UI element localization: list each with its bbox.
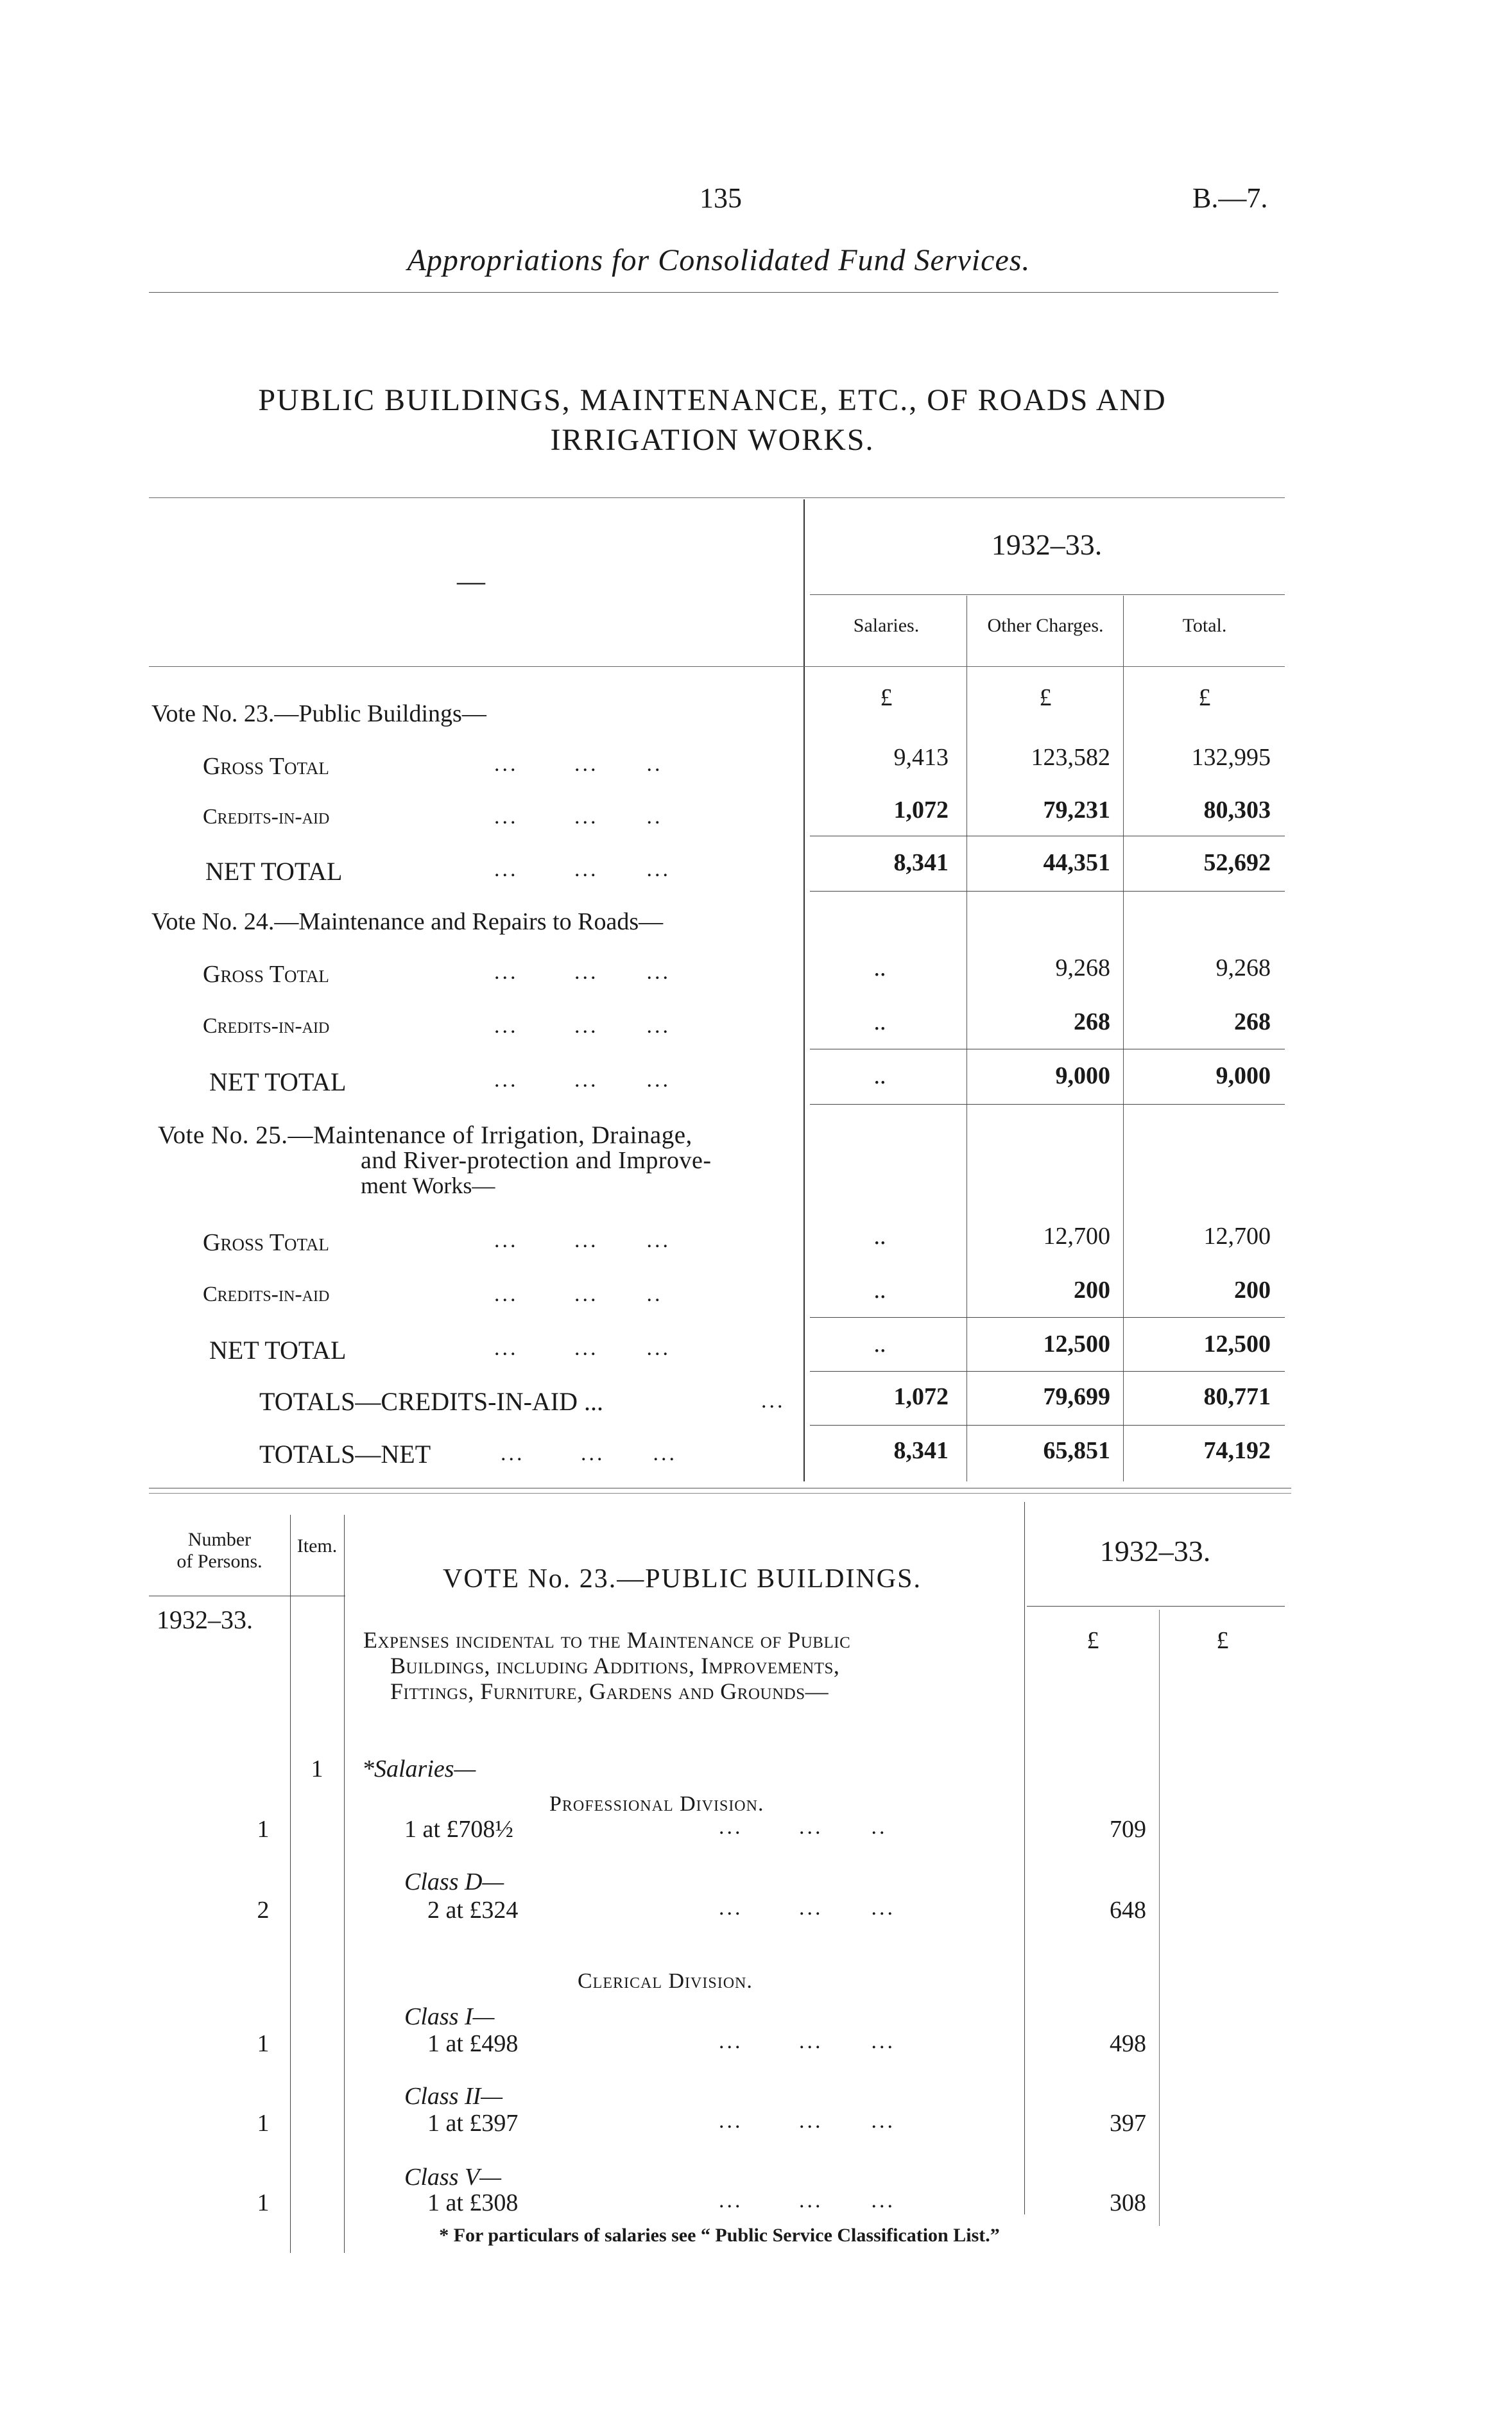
leader-dots: ... ... ... [719,2189,895,2212]
vote-24-gross-total: 9,268 [1216,954,1271,981]
vote-24-gross-other: 9,268 [1055,954,1110,981]
totals-credits-total: 80,771 [1203,1383,1271,1410]
vote-25-heading: ment Works— [361,1173,495,1198]
leader-dots: ... ... ... [494,960,671,984]
row-class: Class II— [404,2083,503,2110]
row-persons: 1 [257,2189,270,2216]
currency-symbol: £ [1039,684,1052,711]
row-description: 1 at £397 [427,2110,519,2137]
row-amount: 709 [1110,1816,1146,1843]
sum-rule [810,891,1285,892]
vote-23-gross-other: 123,582 [1031,744,1110,771]
footnote: * For particulars of salaries see “ Public Service Classification List.” [439,2225,1000,2246]
vote-25-net-label: NET TOTAL [209,1336,347,1365]
vote-24-net-other: 9,000 [1055,1062,1110,1089]
vote-23-credits-label: Credits-in-aid [203,805,330,829]
currency-symbol: £ [1087,1627,1099,1654]
row-persons: 1 [257,1816,270,1843]
vote-25-gross-other: 12,700 [1043,1223,1110,1250]
col-header-persons: Number [187,1529,252,1550]
vote-25-credits-salaries: .. [873,1277,886,1304]
row-persons: 1 [257,2030,270,2057]
leader-dots: ... ... ... [494,1068,671,1092]
leader-dots: ... ... .. [494,1282,663,1306]
vote-23-heading: Vote No. 23.—Public Buildings— [151,700,486,727]
totals-net-label: TOTALS—NET [259,1440,431,1469]
page-number: 135 [700,182,742,214]
expenses-description: Expenses incidental to the Maintenance of Public [363,1627,851,1653]
detail-year-right: 1932–33. [1099,1535,1211,1567]
header-rule [149,292,1278,293]
row-amount: 648 [1110,1897,1146,1924]
vote-23-detail-title: VOTE No. 23.—PUBLIC BUILDINGS. [443,1564,922,1594]
vote-24-credits-salaries: .. [873,1008,886,1035]
col-header-total: Total. [1182,615,1227,636]
col-divider [290,1515,291,2253]
row-description: 1 at £498 [427,2030,519,2057]
label-column-dash: — [457,565,485,597]
row-persons: 1 [257,2110,270,2137]
header-rule [1027,1606,1285,1607]
totals-net-total: 74,192 [1203,1437,1271,1464]
col-header-other-charges: Other Charges. [987,615,1104,636]
vote-24-credits-label: Credits-in-aid [203,1014,330,1038]
clerical-division-heading: Clerical Division. [578,1969,753,1993]
currency-symbol: £ [880,684,893,711]
summary-col-divider [1123,596,1124,1481]
vote-24-net-total: 9,000 [1216,1062,1271,1089]
vote-23-credits-salaries: 1,072 [893,797,949,824]
salaries-heading: *Salaries— [362,1755,476,1782]
sum-rule [810,1371,1285,1372]
leader-dots: ... ... ... [494,1229,671,1252]
col-divider [344,1515,345,2253]
header-bottom-rule [149,666,1285,667]
row-description: 1 at £308 [427,2189,519,2216]
vote-24-heading: Vote No. 24.—Maintenance and Repairs to Roads— [151,908,664,935]
vote-25-heading: and River-protection and Improve- [361,1147,712,1174]
totals-credits-salaries: 1,072 [893,1383,949,1410]
vote-23-net-label: NET TOTAL [205,857,343,886]
vote-25-net-total: 12,500 [1203,1331,1271,1358]
vote-23-gross-salaries: 9,413 [893,744,949,771]
totals-net-other: 65,851 [1043,1437,1110,1464]
leader-dots: ... ... ... [719,2030,895,2053]
item-number: 1 [311,1755,323,1782]
leader-dots: ... ... ... [719,2109,895,2133]
vote-25-gross-label: Gross Total [203,1229,329,1256]
vote-23-credits-other: 79,231 [1043,797,1110,824]
vote-24-net-salaries: .. [873,1062,886,1089]
vote-25-heading: Vote No. 25.—Maintenance of Irrigation, Drainage, [158,1121,692,1149]
row-description: 1 at £708½ [404,1816,513,1843]
row-description: 2 at £324 [427,1897,519,1924]
vote-24-credits-other: 268 [1074,1008,1110,1035]
vote-25-net-salaries: .. [873,1331,886,1358]
col-header-item: Item. [296,1535,338,1557]
vote-24-net-label: NET TOTAL [209,1067,347,1096]
document-reference: B.—7. [1192,182,1268,214]
col-divider [1024,1502,1025,2214]
sum-rule [810,1425,1285,1426]
col-divider [1159,1610,1160,2226]
vote-23-gross-label: Gross Total [203,753,329,780]
row-amount: 308 [1110,2189,1146,2216]
vote-25-net-other: 12,500 [1043,1331,1110,1358]
expenses-description: Buildings, including Additions, Improvements, [390,1653,840,1678]
vote-24-credits-total: 268 [1234,1008,1271,1035]
vote-24-gross-label: Gross Total [203,961,329,988]
sum-rule [810,1317,1285,1318]
vote-23-net-salaries: 8,341 [893,849,949,876]
col-header-persons: of Persons. [176,1551,262,1572]
leader-dots: ... ... ... [501,1442,677,1465]
col-header-salaries: Salaries. [853,615,920,636]
expenses-description: Fittings, Furniture, Gardens and Grounds— [390,1678,829,1704]
totals-net-salaries: 8,341 [893,1437,949,1464]
leader-dots: ... ... ... [494,1014,671,1038]
vote-25-credits-total: 200 [1234,1277,1271,1304]
year-underline [810,594,1285,595]
section-title-line1: PUBLIC BUILDINGS, MAINTENANCE, ETC., OF ROADS AND [258,383,1167,417]
row-class: Class V— [404,2164,501,2191]
vote-23-credits-total: 80,303 [1203,797,1271,824]
sum-rule [810,1104,1285,1105]
leader-dots: ... ... .. [494,805,663,829]
vote-25-credits-other: 200 [1074,1277,1110,1304]
vote-25-gross-salaries: .. [873,1223,886,1250]
vote-23-net-other: 44,351 [1043,849,1110,876]
summary-col-divider [803,499,805,1481]
running-title: Appropriations for Consolidated Fund Services. [407,243,1031,277]
vote-23-net-total: 52,692 [1203,849,1271,876]
vote-24-gross-salaries: .. [873,954,886,981]
vote-25-gross-total: 12,700 [1203,1223,1271,1250]
row-persons: 2 [257,1897,270,1924]
summary-bottom-rule [149,1493,1291,1494]
summary-col-divider [966,596,967,1481]
totals-credits-other: 79,699 [1043,1383,1110,1410]
leader-dots: ... ... ... [494,858,671,881]
row-amount: 498 [1110,2030,1146,2057]
row-class: Class I— [404,2003,495,2030]
totals-credits-label: TOTALS—CREDITS-IN-AID ... [259,1387,604,1416]
professional-division-heading: Professional Division. [549,1792,764,1816]
leader-dots: ... ... .. [719,1815,888,1839]
summary-top-rule [149,497,1285,498]
detail-year-left: 1932–33. [157,1605,253,1634]
row-class: Class D— [404,1868,504,1895]
leader-dots: ... ... .. [494,752,663,776]
summary-year: 1932–33. [991,528,1103,561]
currency-symbol: £ [1216,1627,1229,1654]
leader-dots: ... ... ... [719,1896,895,1920]
section-title-line2: IRRIGATION WORKS. [550,423,875,457]
vote-25-credits-label: Credits-in-aid [203,1282,330,1306]
leader-dots: ... [761,1389,786,1413]
leader-dots: ... ... ... [494,1336,671,1360]
currency-symbol: £ [1198,684,1211,711]
row-amount: 397 [1110,2110,1146,2137]
vote-23-gross-total: 132,995 [1191,744,1271,771]
